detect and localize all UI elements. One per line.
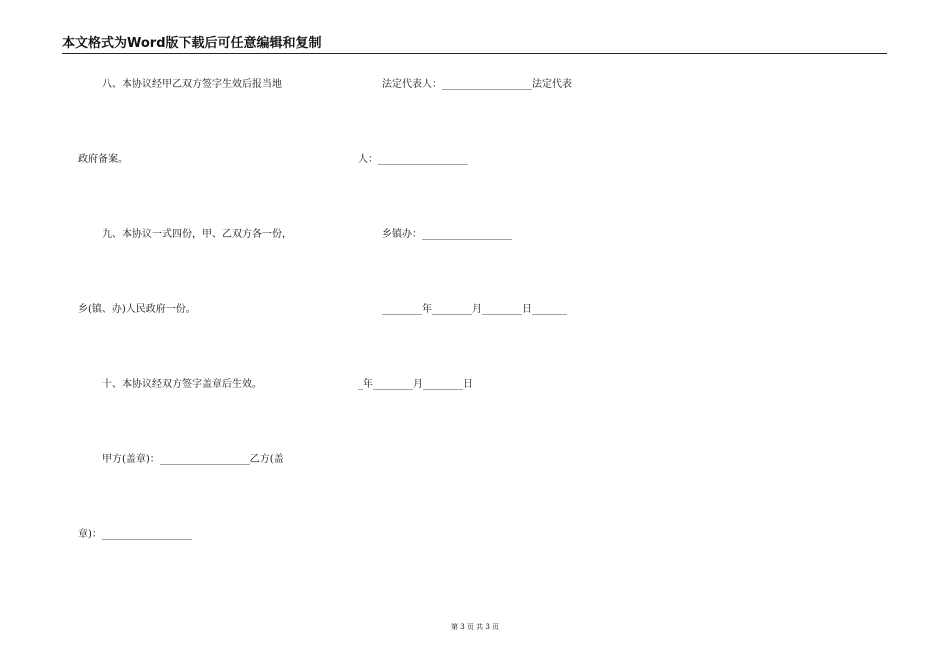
date-line-1: ________年________月________日_______ <box>382 304 567 315</box>
legal-representative-line-1: 法定代表人：__________________法定代表 <box>382 79 572 90</box>
date-line-2: _年________月________日 <box>358 379 473 390</box>
legal-representative-line-2: 人：__________________ <box>358 154 468 165</box>
party-seal-line-2: 章)：__________________ <box>78 529 192 540</box>
township-office-line: 乡镇办：__________________ <box>382 229 512 240</box>
clause-9-line-2: 乡(镇、办)人民政府一份。 <box>78 304 196 315</box>
clause-8-line-1: 八、本协议经甲乙双方签字生效后报当地 <box>102 79 282 90</box>
document-header: 本文格式为Word版下载后可任意编辑和复制 <box>62 36 887 54</box>
page-number: 第 3 页 共 3 页 <box>450 623 500 631</box>
clause-9-line-1: 九、本协议一式四份，甲、乙双方各一份， <box>102 229 292 240</box>
clause-10-line: 十、本协议经双方签字盖章后生效。 <box>102 379 262 390</box>
party-seal-line-1: 甲方(盖章)：__________________乙方(盖 <box>102 454 284 465</box>
clause-8-line-2: 政府备案。 <box>78 154 128 165</box>
